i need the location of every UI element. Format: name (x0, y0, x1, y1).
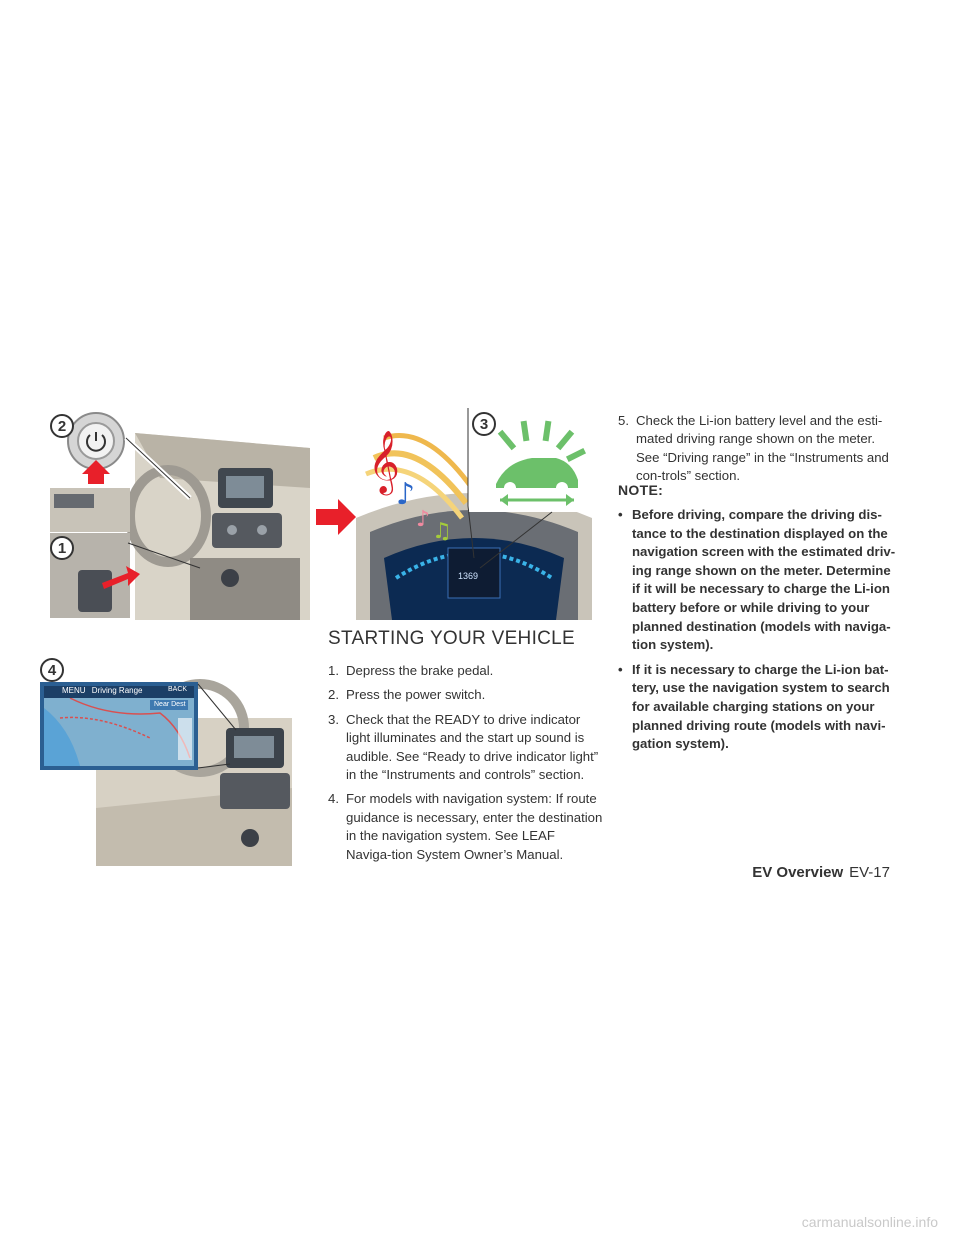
note-block (618, 482, 896, 760)
svg-text:𝄞: 𝄞 (368, 430, 400, 493)
watermark: carmanualsonline.info (801, 1214, 938, 1230)
svg-text:♪: ♪ (416, 507, 431, 532)
nav-menu-label (62, 686, 143, 695)
note-text: Before driving, compare the driving dis-tance to the destination displayed on the navigation screen with the estimated driv-ing range shown on the meter. Determine if it will be necessary to charge the Li-ion battery before or while driving to your planned destination (models with naviga-tion system). (632, 507, 896, 653)
nav-menu-text: MENU (62, 686, 86, 695)
meter-readout: 1369 (458, 571, 479, 581)
nav-screen-title: Driving Range (91, 686, 143, 695)
bullet: • (618, 507, 623, 522)
svg-text:♫: ♫ (432, 519, 452, 544)
page-title: STARTING YOUR VEHICLE (328, 628, 576, 649)
nav-back-label: BACK (168, 686, 188, 693)
callout-4: 4 (40, 658, 64, 682)
step-text: Check that the READY to drive indicator light illuminates and the start up sound is audible. See “Ready to drive indicator light” in the “Instruments and controls” section. (346, 711, 599, 783)
step-number: 2. (328, 687, 339, 703)
page-number: EV-17 (849, 864, 890, 881)
step-number: 1. (328, 663, 339, 678)
callout-1: 1 (50, 536, 74, 560)
list-item (618, 506, 896, 655)
note-heading: NOTE: (618, 482, 664, 498)
note-text: If it is necessary to charge the Li-ion bat-tery, use the navigation system to search for available charging stations on your planned driving route (models with navi-gation system). (632, 661, 890, 752)
illustration-power-and-brake (40, 408, 310, 620)
list-item (328, 686, 604, 704)
callout-2: 2 (50, 414, 74, 438)
step-text: Check the Li-ion battery level and the esti-mated driving range shown on the meter. See “Driving range” in the “Instruments and con-trols” section. (636, 413, 889, 484)
list-item (328, 711, 604, 785)
step-text: For models with navigation system: If route guidance is necessary, enter the destination in the navigation system. See LEAF Naviga-tion System Owner’s Manual. (346, 791, 603, 862)
step-number: 3. (328, 711, 339, 727)
step-text: Depress the brake pedal. (346, 663, 494, 678)
steps-list-2 (618, 412, 896, 486)
steps-column-2 (618, 412, 896, 492)
cluster-drawing (356, 408, 592, 620)
page-footer (752, 864, 890, 881)
list-item (618, 412, 896, 486)
illustration-navigation (40, 658, 292, 866)
footer-section: EV Overview (752, 864, 844, 881)
steps-list-1 (328, 662, 604, 864)
illustration-ready-indicator (356, 408, 592, 620)
note-list (618, 506, 896, 754)
step-text: Press the power switch. (346, 687, 486, 703)
list-item (618, 661, 896, 754)
bullet: • (618, 661, 623, 677)
list-item (328, 790, 604, 864)
callout-3: 3 (472, 412, 496, 436)
cabin-drawing (40, 408, 310, 620)
arrow-right-icon (316, 497, 356, 537)
steps-column-1 (328, 662, 604, 870)
step-number: 4. (328, 791, 339, 807)
svg-text:♪: ♪ (396, 477, 416, 512)
step-number: 5. (618, 413, 629, 428)
nav-dest-label: Near Dest (154, 701, 186, 708)
section-heading (328, 628, 604, 650)
list-item (328, 662, 604, 680)
